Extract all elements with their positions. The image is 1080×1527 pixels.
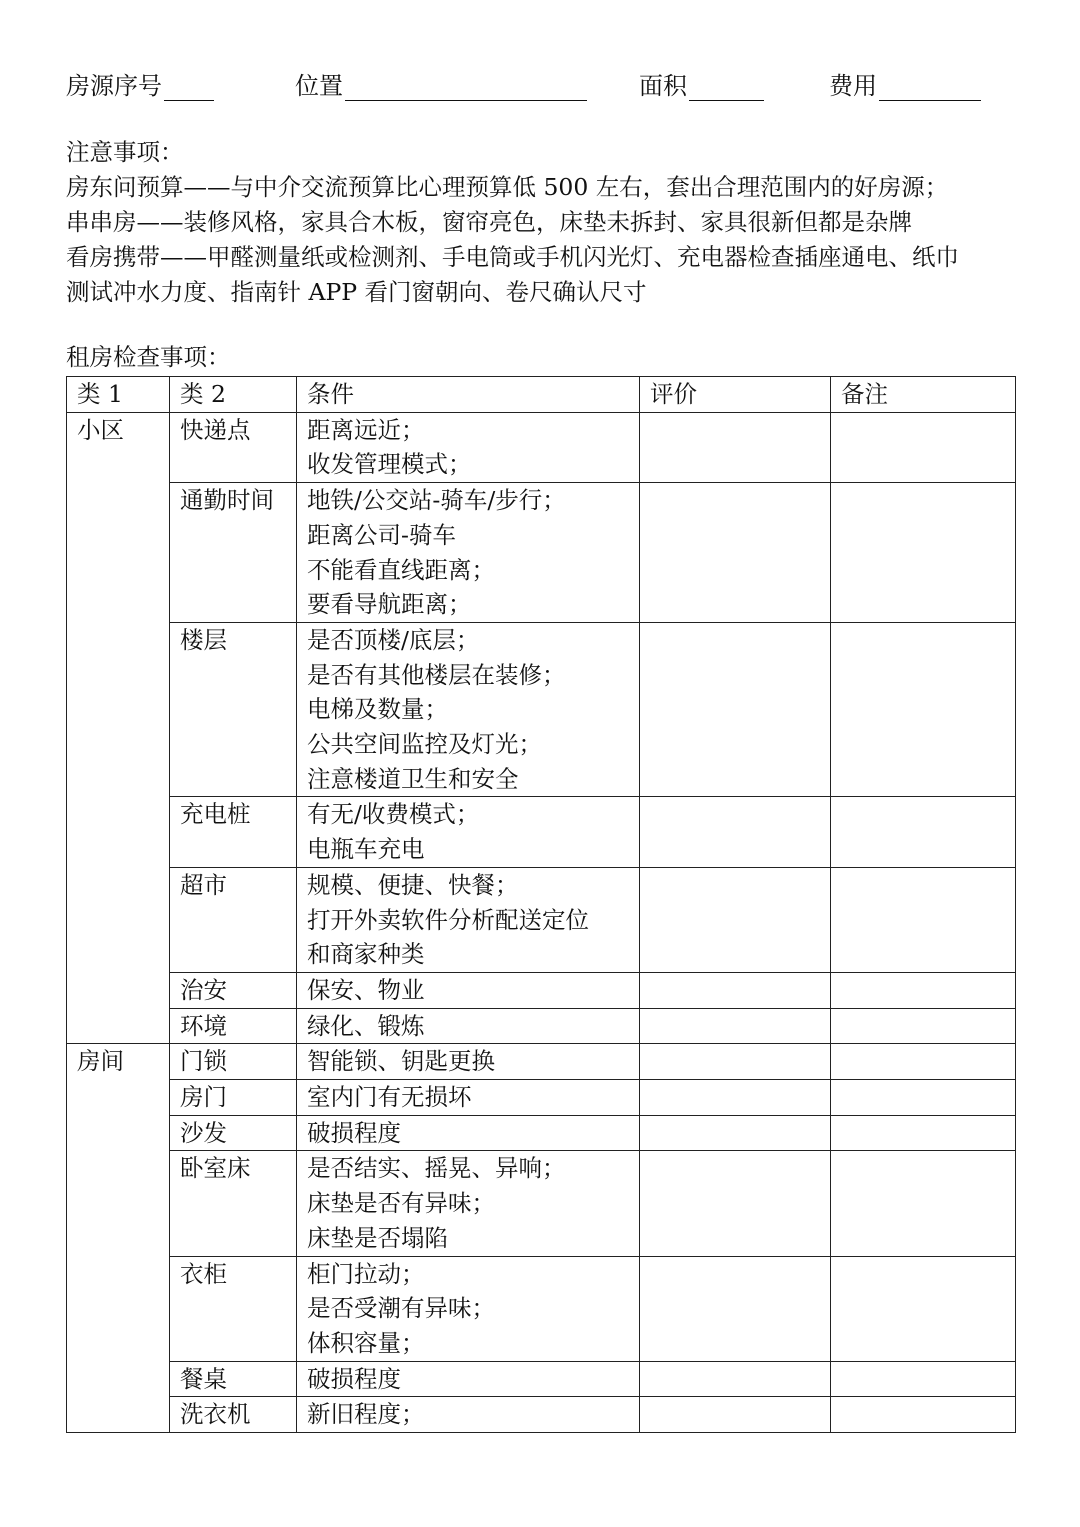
condition-line: 和商家种类	[307, 940, 425, 969]
conditions-cell	[297, 1256, 640, 1361]
condition-line: 公共空间监控及灯光；	[307, 730, 542, 759]
condition-line: 是否顶楼/底层；	[307, 625, 480, 654]
rating-cell[interactable]	[640, 622, 831, 797]
area-label: 面积	[639, 72, 687, 100]
room-number-field[interactable]	[66, 66, 214, 101]
conditions-cell	[297, 483, 640, 623]
table-header-row	[67, 377, 1016, 413]
category1-cell: 小区	[67, 412, 170, 1044]
category2-cell: 超市	[170, 867, 297, 972]
table-row	[67, 412, 1016, 482]
rating-cell[interactable]	[640, 1397, 831, 1433]
condition-line: 有无/收费模式；	[307, 800, 480, 829]
condition-line: 体积容量；	[307, 1328, 425, 1357]
condition-line: 要看导航距离；	[307, 590, 472, 619]
remarks-cell[interactable]	[831, 867, 1016, 972]
col-header-remarks: 备注	[831, 377, 1016, 413]
rating-cell[interactable]	[640, 797, 831, 867]
condition-line: 是否结实、摇晃、异响；	[307, 1154, 566, 1183]
conditions-cell	[297, 1008, 640, 1044]
cost-blank[interactable]	[879, 74, 981, 101]
category2-cell: 治安	[170, 972, 297, 1008]
notes-title: 注意事项：	[66, 138, 184, 166]
remarks-cell[interactable]	[831, 1044, 1016, 1080]
checklist-title: 租房检查事项：	[66, 343, 231, 371]
location-label: 位置	[295, 72, 343, 100]
remarks-cell[interactable]	[831, 1397, 1016, 1433]
rating-cell[interactable]	[640, 1151, 831, 1256]
condition-line: 注意楼道卫生和安全	[307, 764, 519, 793]
condition-line: 电瓶车充电	[307, 835, 425, 864]
remarks-cell[interactable]	[831, 1115, 1016, 1151]
category2-cell: 环境	[170, 1008, 297, 1044]
condition-line: 保安、物业	[307, 975, 425, 1004]
condition-line: 打开外卖软件分析配送定位	[307, 905, 589, 934]
category2-cell: 快递点	[170, 412, 297, 482]
conditions-cell	[297, 797, 640, 867]
category2-cell: 充电桩	[170, 797, 297, 867]
remarks-cell[interactable]	[831, 1008, 1016, 1044]
category2-cell: 衣柜	[170, 1256, 297, 1361]
conditions-cell	[297, 1115, 640, 1151]
condition-line: 柜门拉动；	[307, 1259, 425, 1288]
condition-line: 是否有其他楼层在装修；	[307, 660, 566, 689]
checklist-body	[67, 412, 1016, 1432]
category2-cell: 沙发	[170, 1115, 297, 1151]
condition-line: 是否受潮有异味；	[307, 1294, 495, 1323]
condition-line: 收发管理模式；	[307, 450, 472, 479]
condition-line: 地铁/公交站-骑车/步行；	[307, 486, 566, 515]
rating-cell[interactable]	[640, 1256, 831, 1361]
condition-line: 床垫是否有异味；	[307, 1189, 495, 1218]
notes-line: 测试冲水力度、指南针 APP 看门窗朝向、卷尺确认尺寸	[66, 278, 647, 306]
table-row	[67, 483, 1016, 623]
category2-cell: 通勤时间	[170, 483, 297, 623]
conditions-cell	[297, 1080, 640, 1116]
rating-cell[interactable]	[640, 867, 831, 972]
rating-cell[interactable]	[640, 1080, 831, 1116]
condition-line: 电梯及数量；	[307, 695, 448, 724]
condition-line: 床垫是否塌陷	[307, 1223, 448, 1252]
table-row	[67, 1044, 1016, 1080]
notes-line: 房东问预算——与中介交流预算比心理预算低 500 左右，套出合理范围内的好房源；	[66, 173, 949, 201]
category2-cell: 房门	[170, 1080, 297, 1116]
conditions-cell	[297, 1044, 640, 1080]
condition-line: 不能看直线距离；	[307, 555, 495, 584]
remarks-cell[interactable]	[831, 483, 1016, 623]
area-field[interactable]	[639, 66, 764, 101]
area-blank[interactable]	[689, 74, 764, 101]
remarks-cell[interactable]	[831, 622, 1016, 797]
condition-line: 新旧程度；	[307, 1400, 425, 1429]
cost-field[interactable]	[829, 66, 981, 101]
table-row	[67, 972, 1016, 1008]
table-row	[67, 1256, 1016, 1361]
col-header-category2: 类 2	[170, 377, 297, 413]
room-number-label: 房源序号	[66, 72, 162, 100]
col-header-category1: 类 1	[67, 377, 170, 413]
rating-cell[interactable]	[640, 483, 831, 623]
rating-cell[interactable]	[640, 1044, 831, 1080]
condition-line: 绿化、锻炼	[307, 1011, 425, 1040]
notes-line: 看房携带——甲醛测量纸或检测剂、手电筒或手机闪光灯、充电器检查插座通电、纸巾	[66, 243, 959, 271]
remarks-cell[interactable]	[831, 797, 1016, 867]
category2-cell: 卧室床	[170, 1151, 297, 1256]
notes-section	[66, 135, 1026, 310]
conditions-cell	[297, 867, 640, 972]
table-row	[67, 1080, 1016, 1116]
conditions-cell	[297, 1361, 640, 1397]
condition-line: 室内门有无损坏	[307, 1083, 472, 1112]
category2-cell: 洗衣机	[170, 1397, 297, 1433]
location-field[interactable]	[295, 66, 587, 101]
condition-line: 智能锁、钥匙更换	[307, 1047, 495, 1076]
conditions-cell	[297, 1151, 640, 1256]
table-row	[67, 797, 1016, 867]
room-number-blank[interactable]	[164, 74, 214, 101]
remarks-cell[interactable]	[831, 972, 1016, 1008]
condition-line: 破损程度	[307, 1118, 401, 1147]
remarks-cell[interactable]	[831, 1256, 1016, 1361]
table-row	[67, 1008, 1016, 1044]
conditions-cell	[297, 1397, 640, 1433]
category2-cell: 餐桌	[170, 1361, 297, 1397]
notes-line: 串串房——装修风格，家具合木板，窗帘亮色，床垫未拆封、家具很新但都是杂牌	[66, 208, 912, 236]
rating-cell[interactable]	[640, 972, 831, 1008]
cost-label: 费用	[829, 72, 877, 100]
table-row	[67, 1115, 1016, 1151]
conditions-cell	[297, 412, 640, 482]
rating-cell[interactable]	[640, 1361, 831, 1397]
conditions-cell	[297, 622, 640, 797]
remarks-cell[interactable]	[831, 1151, 1016, 1256]
category2-cell: 门锁	[170, 1044, 297, 1080]
rating-cell[interactable]	[640, 412, 831, 482]
conditions-cell	[297, 972, 640, 1008]
header-fields	[66, 66, 1016, 106]
remarks-cell[interactable]	[831, 1080, 1016, 1116]
remarks-cell[interactable]	[831, 412, 1016, 482]
condition-line: 破损程度	[307, 1364, 401, 1393]
table-row	[67, 1361, 1016, 1397]
category1-cell: 房间	[67, 1044, 170, 1433]
location-blank[interactable]	[345, 74, 587, 101]
table-row	[67, 1397, 1016, 1433]
col-header-rating: 评价	[640, 377, 831, 413]
table-row	[67, 1151, 1016, 1256]
rating-cell[interactable]	[640, 1008, 831, 1044]
rating-cell[interactable]	[640, 1115, 831, 1151]
table-row	[67, 867, 1016, 972]
condition-line: 距离公司-骑车	[307, 520, 456, 549]
table-row	[67, 622, 1016, 797]
checklist-table	[66, 376, 1016, 1433]
condition-line: 距离远近；	[307, 415, 425, 444]
remarks-cell[interactable]	[831, 1361, 1016, 1397]
condition-line: 规模、便捷、快餐；	[307, 870, 519, 899]
category2-cell: 楼层	[170, 622, 297, 797]
col-header-conditions: 条件	[297, 377, 640, 413]
